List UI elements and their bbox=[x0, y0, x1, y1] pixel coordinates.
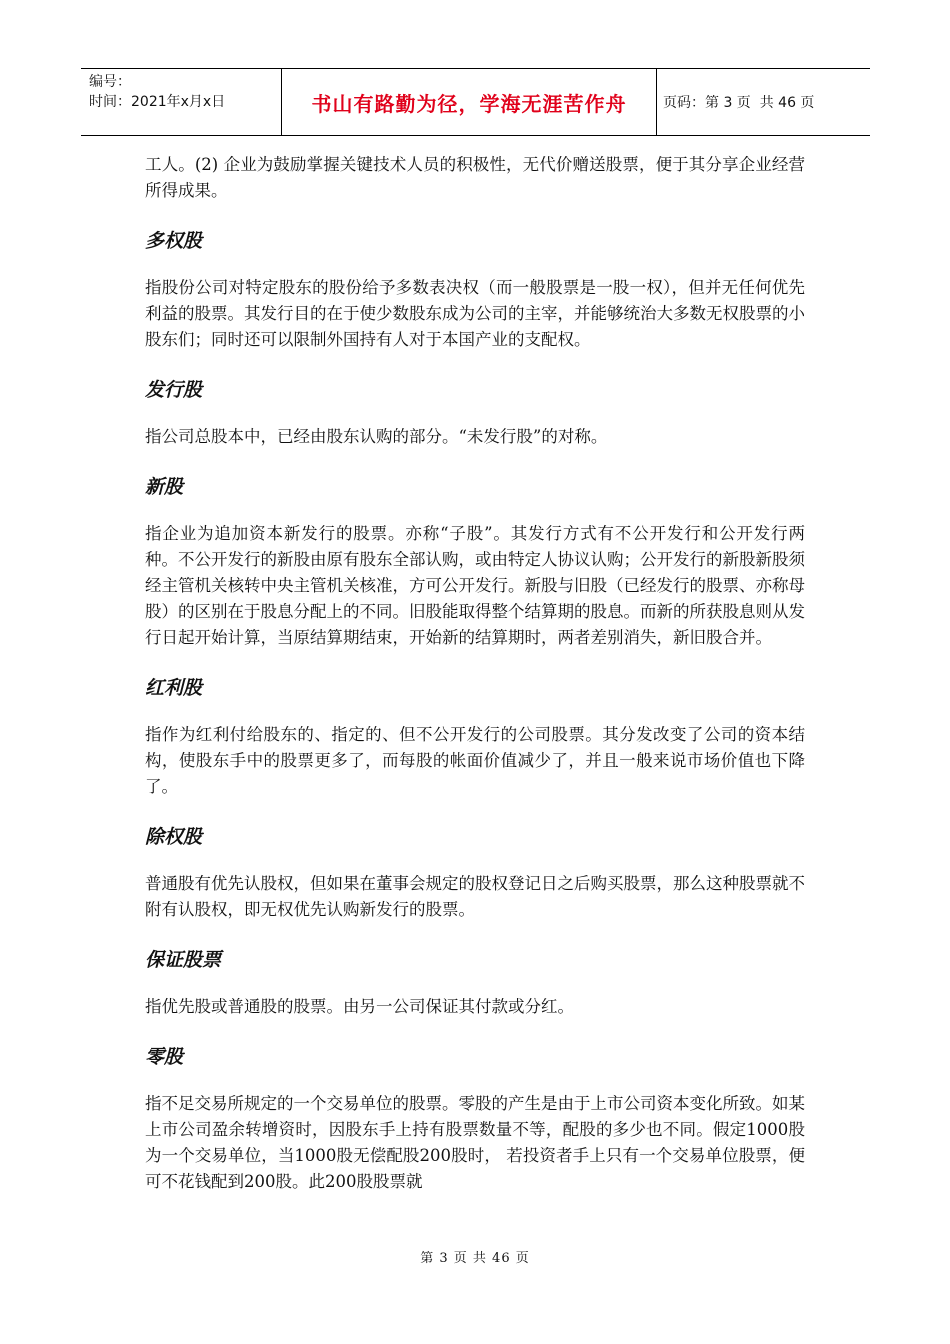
paragraph: 指企业为追加资本新发行的股票。亦称“子股”。其发行方式有不公开发行和公开发行两种。不公开发行的新股由原有股东全部认购，或由特定人协议认购；公开发行的新股新股须经主管机关核转中央主管机关核准，方可公开发行。新股与旧股（已经发行的股票、亦称母股）的区别在于股息分配上的不同。旧股能取得整个结算期的股息。而新的所获股息则从发行日起开始计算，当原结算期结束，开始新的结算期时，两者差别消失，新旧股合并。 bbox=[145, 524, 805, 647]
paragraph: 指股份公司对特定股东的股份给予多数表决权（而一般股票是一股一权），但并无任何优先利益的股票。其发行目的在于使少数股东成为公司的主宰，并能够统治大多数无权股票的小股东们；同时还可以限制外国持有人对于本国产业的支配权。 bbox=[145, 278, 805, 349]
motto-text: 书山有路勤为径，学海无涯苦作舟 bbox=[311, 91, 627, 116]
paragraph: 指优先股或普通股的股票。由另一公司保证其付款或分红。 bbox=[145, 997, 574, 1016]
section-heading: 新股 bbox=[145, 476, 184, 498]
section-heading: 红利股 bbox=[145, 677, 203, 699]
paragraph: 指作为红利付给股东的、指定的、但不公开发行的公司股票。其分发改变了公司的资本结构，使股东手中的股票更多了，而每股的帐面价值减少了，并且一般来说市场价值也下降了。 bbox=[145, 725, 805, 796]
paragraph: 指不足交易所规定的一个交易单位的股票。零股的产生是由于上市公司资本变化所致。如某上市公司盈余转增资时，因股东手上持有股票数量不等，配股的多少也不同。假定1000股为一个交易单位，当1000股无偿配股200股时， 若投资者手上只有一个交易单位股票，便可不花钱配到200股。此200股股票就 bbox=[145, 1094, 805, 1191]
footer-page-number: 第 3 页 共 46 页 bbox=[420, 1251, 530, 1266]
paragraph: 指公司总股本中，已经由股东认购的部分。“未发行股”的对称。 bbox=[145, 427, 608, 446]
paragraph: 普通股有优先认股权，但如果在董事会规定的股权登记日之后购买股票，那么这种股票就不附有认股权，即无权优先认购新发行的股票。 bbox=[145, 874, 805, 919]
page-header bbox=[81, 68, 870, 136]
header-motto-cell bbox=[282, 69, 657, 135]
section-heading: 零股 bbox=[145, 1046, 184, 1068]
section-heading: 多权股 bbox=[145, 230, 203, 252]
document-body bbox=[145, 152, 805, 1195]
paragraph: 工人。(2) 企业为鼓励掌握关键技术人员的积极性，无代价赠送股票，便于其分享企业经营所得成果。 bbox=[145, 155, 805, 200]
page-info: 页码：第 3 页 共 46 页 bbox=[663, 95, 815, 111]
header-meta-cell bbox=[81, 69, 282, 135]
section-heading: 保证股票 bbox=[145, 949, 222, 971]
section-heading: 发行股 bbox=[145, 379, 203, 401]
header-page-cell bbox=[657, 69, 870, 135]
number-label: 编号： bbox=[89, 74, 131, 90]
page-footer bbox=[0, 1247, 950, 1266]
section-heading: 除权股 bbox=[145, 826, 203, 848]
date-label: 时间：2021年x月x日 bbox=[89, 94, 226, 110]
